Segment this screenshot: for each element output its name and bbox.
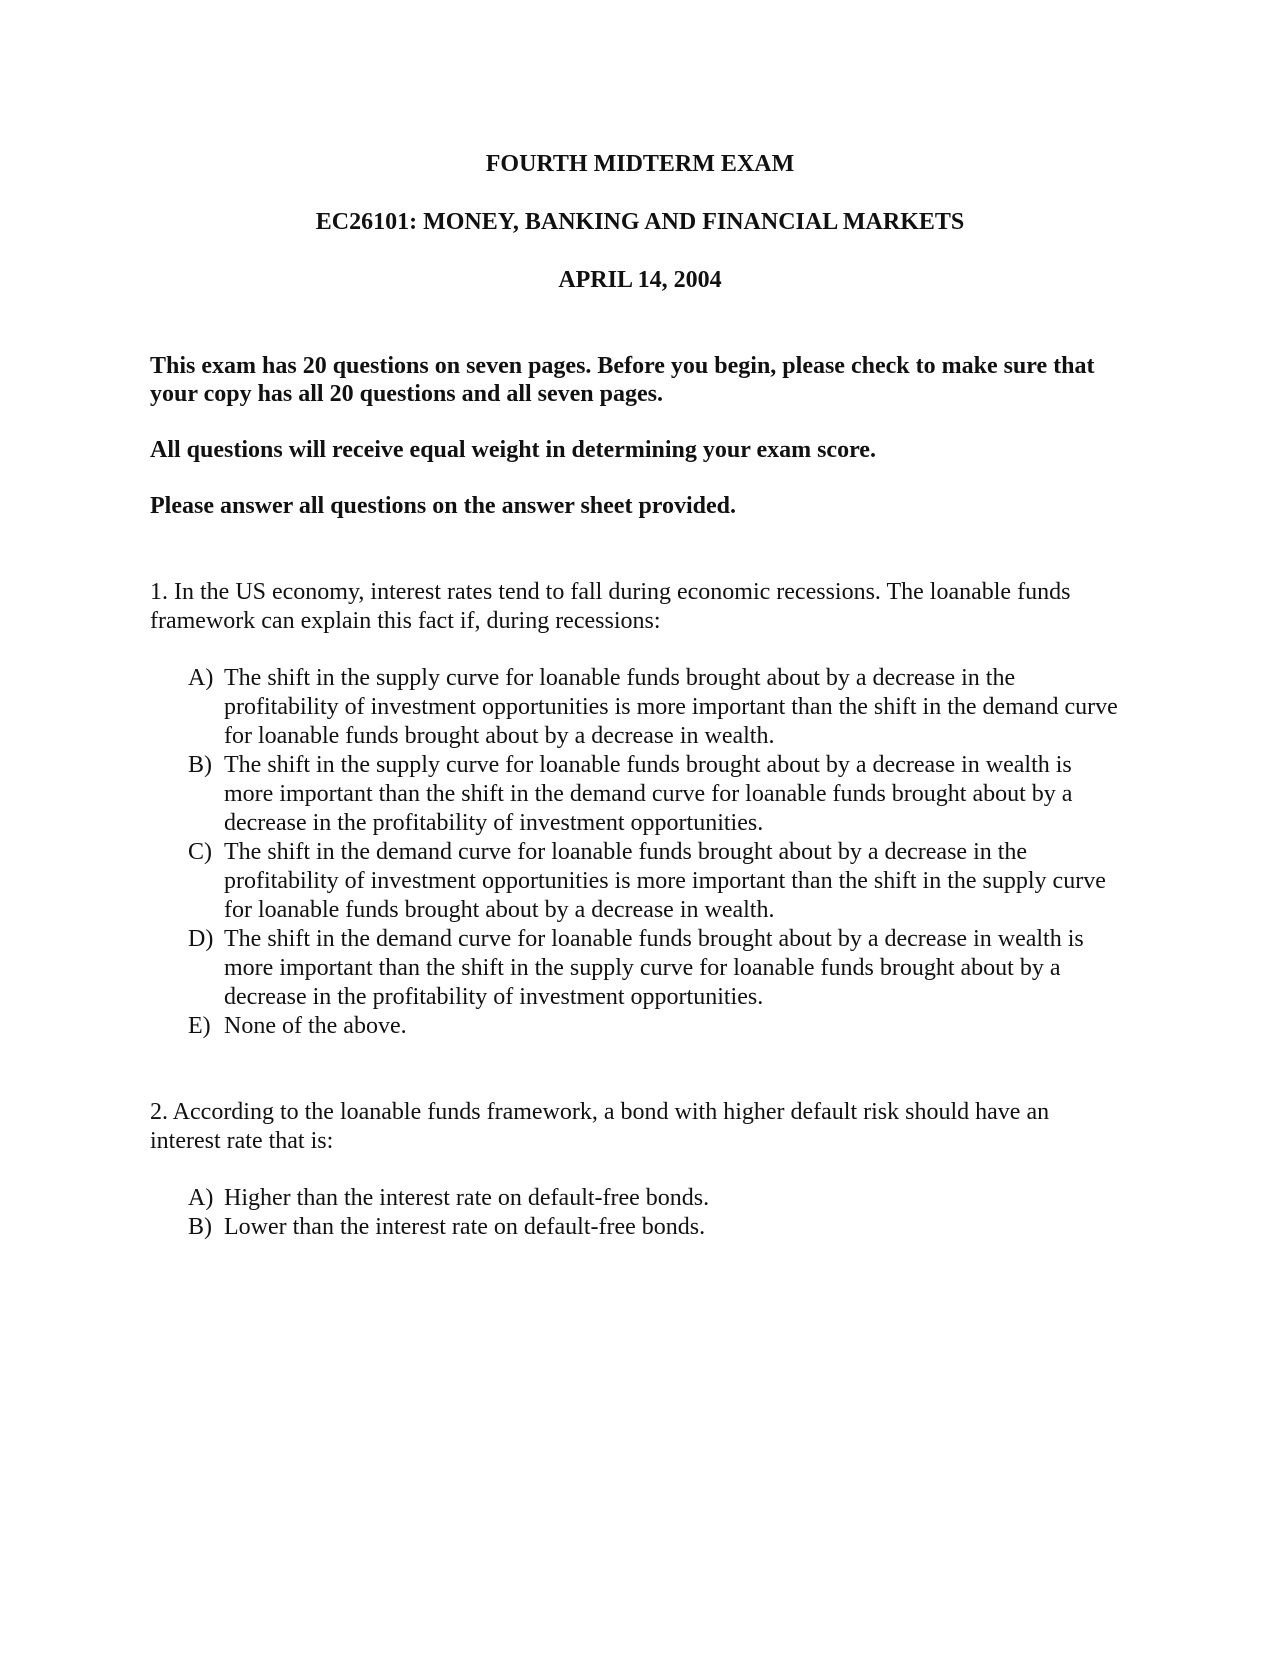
exam-date: APRIL 14, 2004 [558, 267, 722, 293]
instruction-weight: All questions will receive equal weight in determining your exam score. [150, 437, 876, 463]
option-letter: E) [188, 1013, 211, 1039]
option-b [188, 751, 1125, 838]
option-letter: B) [188, 1214, 212, 1240]
option-text: The shift in the supply curve for loanable funds brought about by a decrease in wealth is more important than the shift in the demand curve for loanable funds brought about by a decrease in the profitability of investment opportunities. [224, 752, 1073, 836]
question-stem: 1. In the US economy, interest rates tend to fall during economic recessions. The loanable funds framework can explain this fact if, during recessions: [150, 579, 1071, 634]
option-c [188, 838, 1125, 925]
exam-instructions [150, 352, 1110, 548]
option-text: The shift in the supply curve for loanable funds brought about by a decrease in the profitability of investment opportunities is more important than the shift in the demand curve for loanable funds brought about by a decrease in wealth. [224, 665, 1118, 749]
option-text: Higher than the interest rate on default-free bonds. [224, 1185, 710, 1211]
exam-header [0, 150, 1280, 324]
option-letter: C) [188, 839, 212, 865]
question-stem: 2. According to the loanable funds framework, a bond with higher default risk should have an interest rate that is: [150, 1099, 1050, 1154]
option-b [188, 1213, 1125, 1242]
option-a [188, 664, 1125, 751]
option-text: The shift in the demand curve for loanable funds brought about by a decrease in wealth is more important than the shift in the supply curve for loanable funds brought about by a decrease in the profitability of investment opportunities. [224, 926, 1084, 1010]
course-title: EC26101: MONEY, BANKING AND FINANCIAL MARKETS [315, 209, 965, 235]
answer-options [150, 1184, 1125, 1242]
option-letter: B) [188, 752, 212, 778]
option-letter: A) [188, 665, 214, 691]
option-a [188, 1184, 1125, 1213]
question-2 [150, 1098, 1125, 1242]
option-d [188, 925, 1125, 1012]
exam-title: FOURTH MIDTERM EXAM [485, 151, 795, 177]
answer-options [150, 664, 1125, 1041]
question-1 [150, 578, 1125, 1041]
option-text: Lower than the interest rate on default-free bonds. [224, 1214, 706, 1240]
option-text: None of the above. [224, 1013, 407, 1039]
instruction-answer-sheet: Please answer all questions on the answer sheet provided. [150, 493, 737, 519]
option-letter: D) [188, 926, 214, 952]
option-e [188, 1012, 1125, 1041]
instruction-pages: This exam has 20 questions on seven pages. Before you begin, please check to make sure that your copy has all 20 questions and all seven pages. [150, 353, 1095, 407]
option-text: The shift in the demand curve for loanable funds brought about by a decrease in the profitability of investment opportunities is more important than the shift in the supply curve for loanable funds brought about by a decrease in wealth. [224, 839, 1106, 923]
option-letter: A) [188, 1185, 214, 1211]
